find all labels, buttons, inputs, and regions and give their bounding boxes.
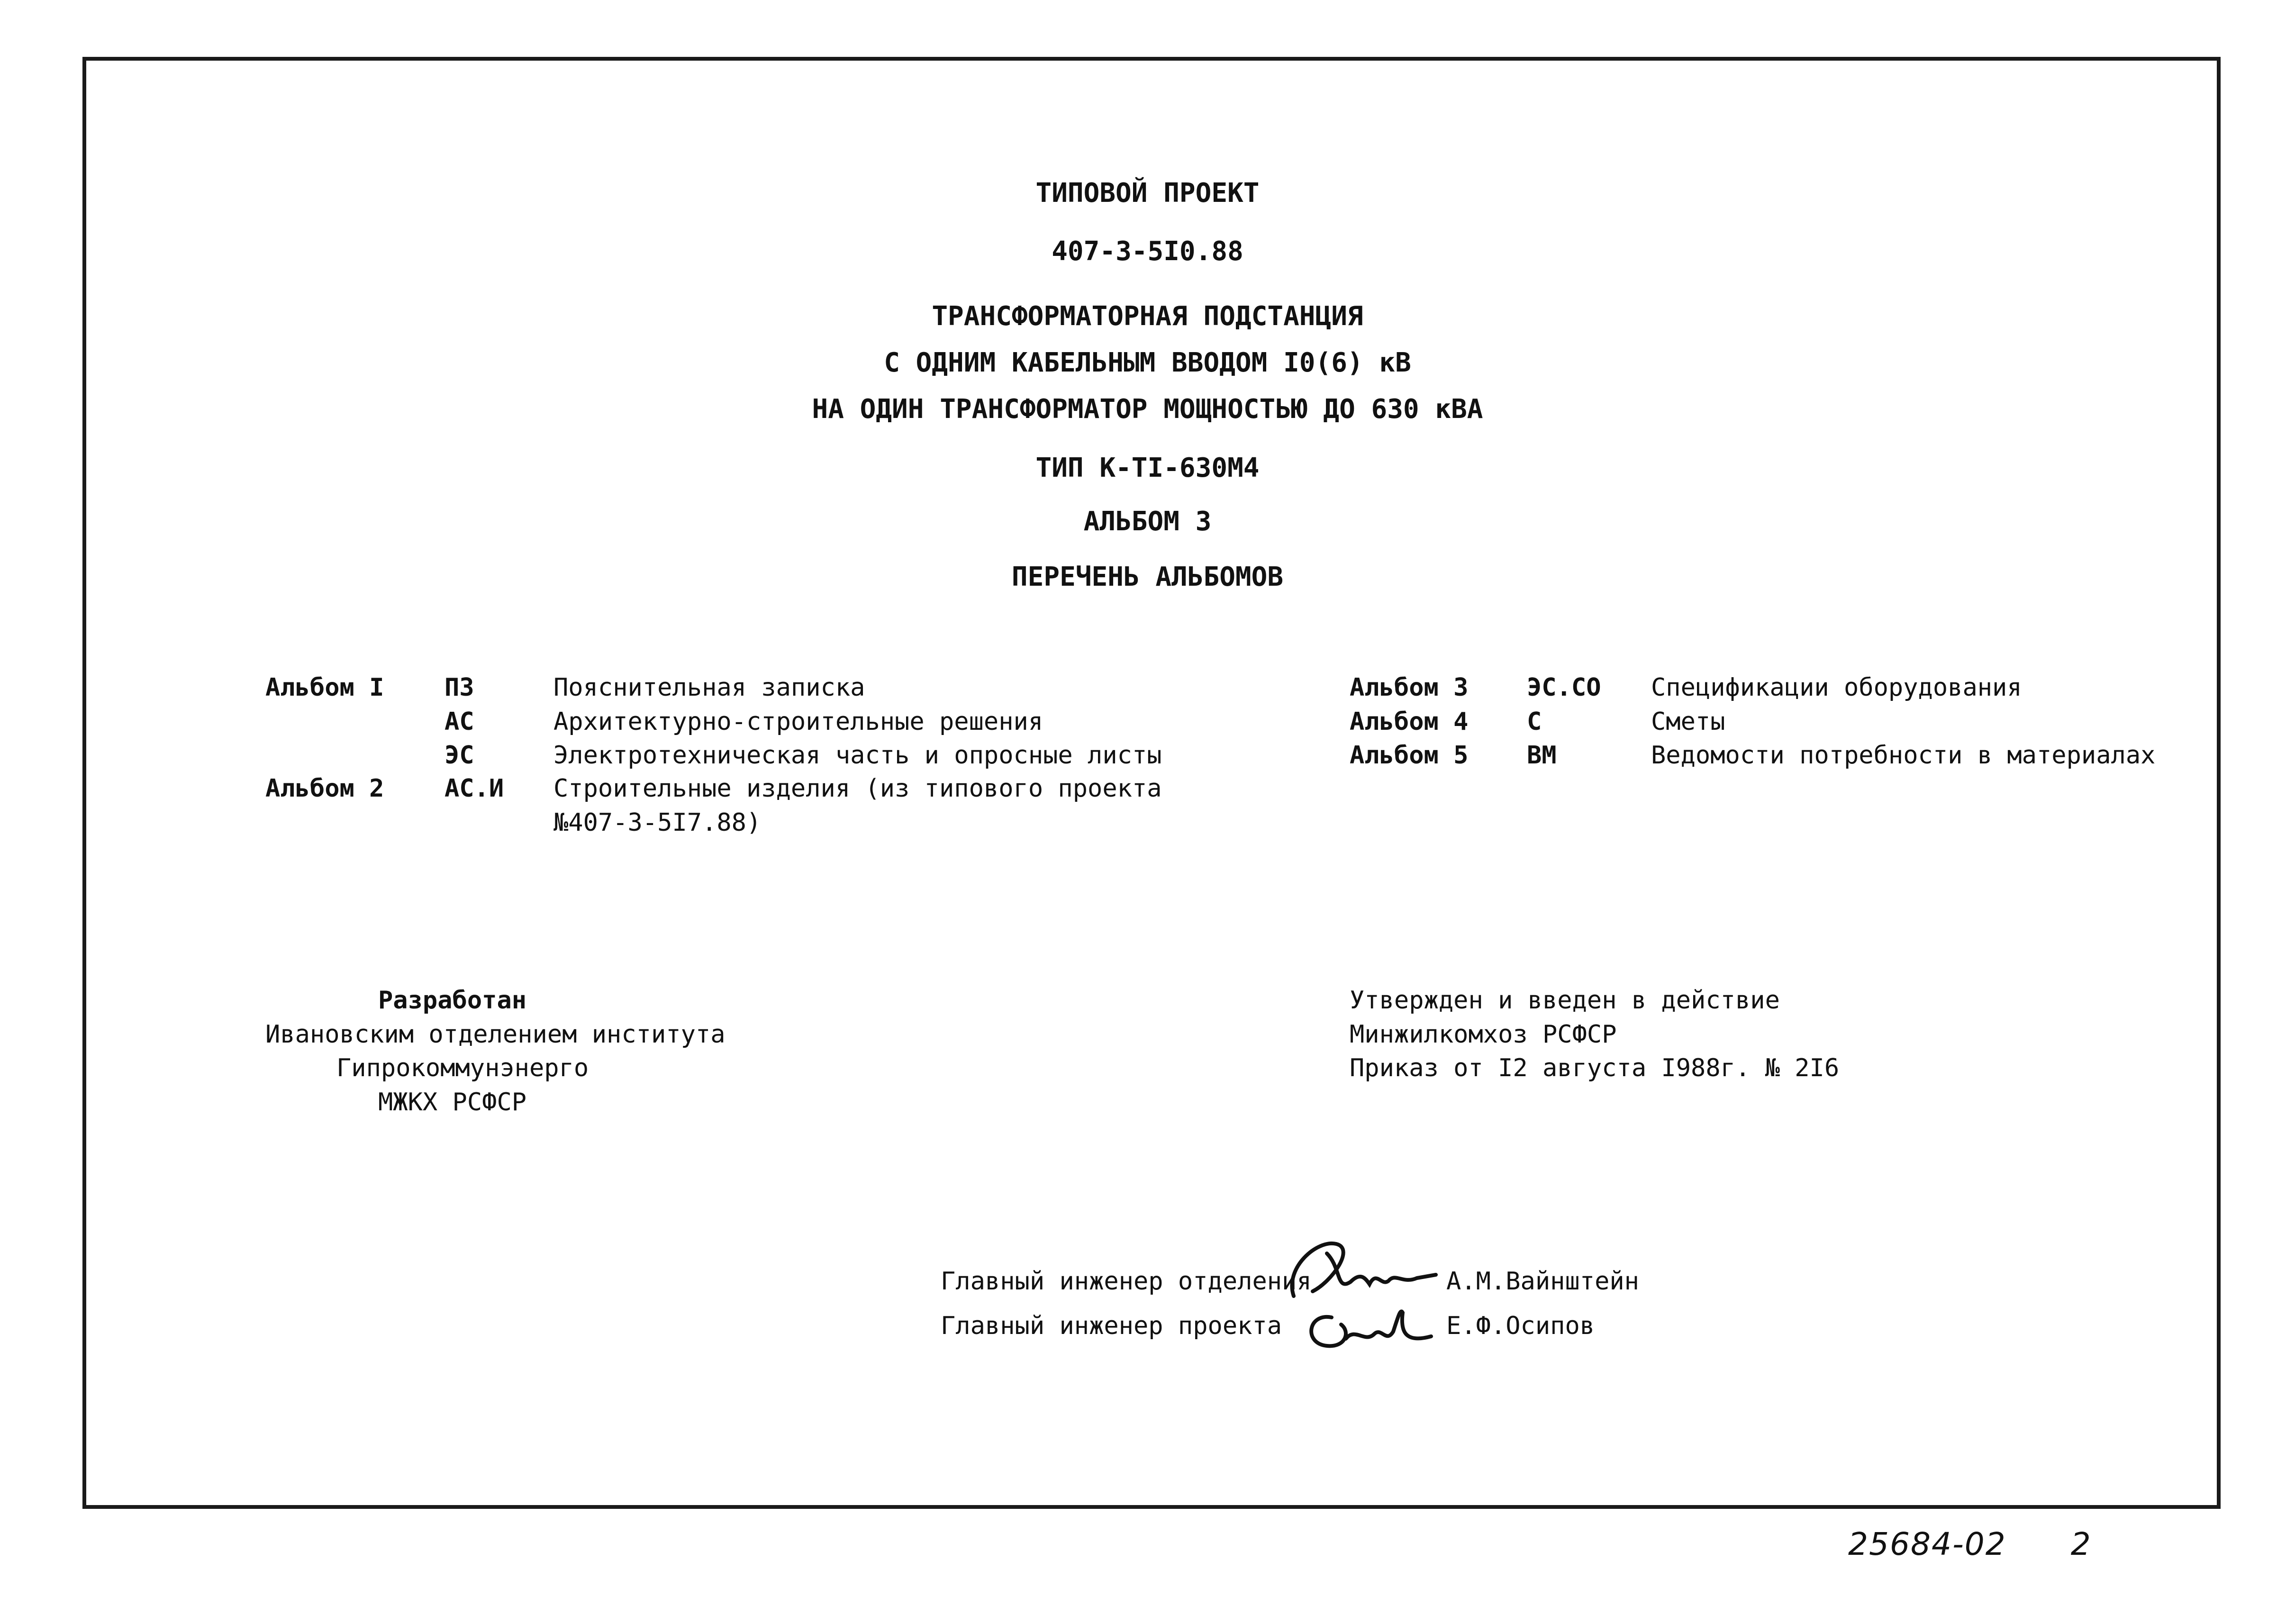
album-title: Сметы [1651, 708, 1725, 736]
album-title: №407-3-5I7.88) [553, 808, 762, 837]
title-line-1: ТРАНСФОРМАТОРНАЯ ПОДСТАНЦИЯ [932, 301, 1363, 332]
handwritten-signature-2 [1298, 1298, 1436, 1355]
album-label: Альбом I [265, 673, 384, 702]
album-title: Архитектурно-строительные решения [553, 708, 1043, 736]
project-number: 407-3-5I0.88 [1052, 236, 1243, 267]
album-code: ПЗ [444, 673, 474, 702]
album-title: Пояснительная записка [553, 673, 865, 702]
album-code: С [1527, 708, 1542, 736]
approved-line: Приказ от I2 августа I988г. № 2I6 [1350, 1054, 1840, 1082]
handwritten-signature-1 [1275, 1225, 1445, 1310]
signature-role: Главный инженер проекта [941, 1312, 1282, 1340]
developed-label: Разработан [378, 986, 527, 1015]
title-line-3: НА ОДИН ТРАНСФОРМАТОР МОЩНОСТЬЮ ДО 630 кВА [812, 394, 1483, 425]
album-title: Строительные изделия (из типового проекта [553, 774, 1162, 803]
approved-line: Минжилкомхоз РСФСР [1350, 1020, 1617, 1049]
album-title: Ведомости потребности в материалах [1651, 741, 2156, 770]
album-title: Спецификации оборудования [1651, 673, 2022, 702]
document-stamp [1848, 1526, 2092, 1562]
album-label: Альбом 4 [1350, 708, 1469, 736]
title-line-2: С ОДНИМ КАБЕЛЬНЫМ ВВОДОМ I0(6) кВ [884, 347, 1411, 378]
album-code: ЭС.СО [1527, 673, 1601, 702]
album-label: Альбом 3 [1350, 673, 1469, 702]
album-code: ЭС [444, 741, 474, 770]
type-line: ТИП К-ТI-630М4 [1035, 453, 1260, 483]
album-title: Электротехническая часть и опросные листы [553, 741, 1162, 770]
developer-line: Гипрокоммунэнерго [336, 1054, 589, 1082]
album-code: АС [444, 708, 474, 736]
doc-type: ТИПОВОЙ ПРОЕКТ [1035, 178, 1260, 209]
album-code: АС.И [444, 774, 504, 803]
stamp-number: 25684-02 [1848, 1526, 2006, 1562]
signature-name: Е.Ф.Осипов [1446, 1312, 1595, 1340]
album-label: Альбом 2 [265, 774, 384, 803]
stamp-page: 2 [2070, 1526, 2092, 1562]
album-list-title: ПЕРЕЧЕНЬ АЛЬБОМОВ [1011, 562, 1284, 592]
developer-line: МЖКХ РСФСР [378, 1088, 527, 1116]
signature-role: Главный инженер отделения [941, 1267, 1312, 1296]
developer-line: Ивановским отделением института [265, 1020, 726, 1049]
album-number: АЛЬБОМ 3 [1083, 506, 1212, 537]
album-code: ВМ [1527, 741, 1557, 770]
approved-line: Утвержден и введен в действие [1350, 986, 1780, 1015]
signature-name: А.М.Вайнштейн [1446, 1267, 1639, 1296]
album-label: Альбом 5 [1350, 741, 1469, 770]
